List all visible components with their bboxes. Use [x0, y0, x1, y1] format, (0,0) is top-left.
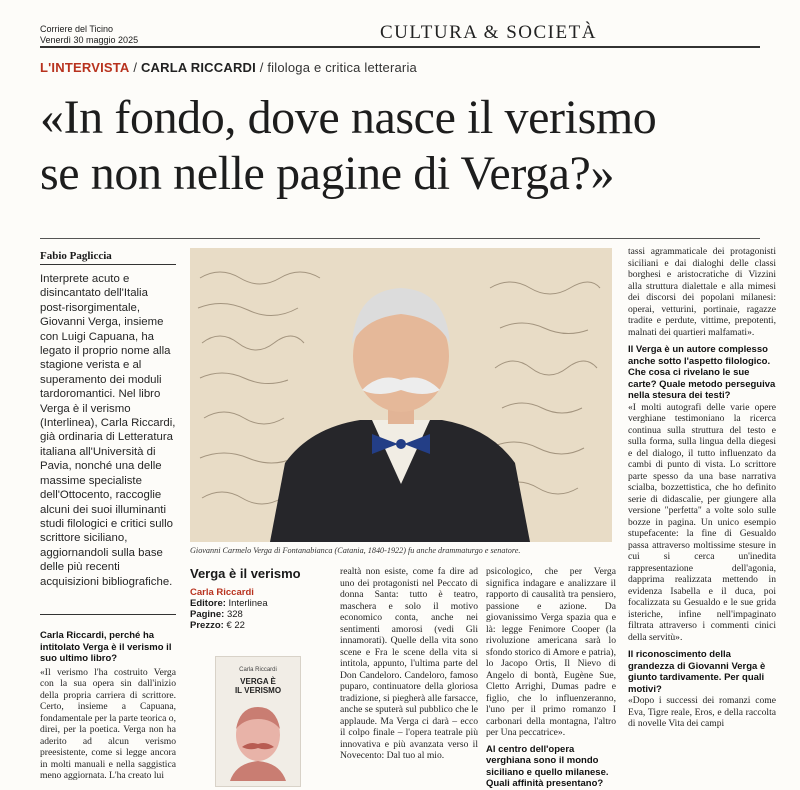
- cover-portrait-icon: [216, 699, 300, 781]
- masthead: [40, 24, 138, 46]
- verga-portrait-photo: [190, 248, 612, 542]
- photo-caption: Giovanni Carmelo Verga di Fontanabianca (Catania, 1840-1922) fu anche drammaturgo e senatore.: [190, 546, 521, 555]
- kicker-separator: /: [129, 60, 141, 75]
- book-box-title: Verga è il verismo: [190, 566, 301, 581]
- column-4-text-2: «I molti autografi delle varie opere verghiane testimoniano la ricerca continua sulla struttura del testo e sulla forma, sulla lingua della diegesi e del dialogo, il tutto influenzato da cambi di punto di vista. Lo scrittore parte spesso da una base narrativa scialba, bozzettistica, che ho definito serie di didascalie, per giungere alla versione "perfetta" a volte solo sulle bozze in pagina. Un unico esempio stupefacente: la fine di Gesualdo passa attraverso moltissime stesure in cui si cerca un'inedita rappresentazione dell'agonia, dapprima realizzata mettendo in evidenza Isabella e il duca, poi focalizzata su Gesualdo e le sue grida isteriche, infine nell'impaginato filtrata attraverso i commenti cinici della servitù».: [628, 401, 776, 643]
- book-price: Prezzo: € 22: [190, 620, 245, 631]
- lead-paragraph: Interprete acuto e disincantato dell'Italia post-risorgimentale, Giovanni Verga, insieme con Luigi Capuana, ha legato il proprio nome alla stagione verista e al superamento dei moduli tardoromantici. Nel libro Verga è il verismo (Interlinea), Carla Riccardi, già ordinaria di Letteratura italiana all'Università di Pavia, nonché una delle massime specialiste dell'Ottocento, raccoglie alcuni dei suoi illuminanti studi filologici e critici sullo scrittore siciliano, aggiornandoli sulla base delle più recenti acquisizioni bibliografiche.: [40, 273, 176, 588]
- interview-question: Il Verga è un autore complesso anche sotto l'aspetto filologico. Che cosa ci rivelano le sue carte? Quale metodo perseguiva nella stesura dei testi?: [628, 344, 776, 401]
- column-4-text-3: «Dopo i successi dei romanzi come Eva, Tigre reale, Eros, e della raccolta di novelle Vita dei campi: [628, 695, 776, 729]
- headline-line-2: se non nelle pagine di Verga?»: [40, 147, 615, 200]
- paper-name: Corriere del Ticino: [40, 24, 114, 34]
- headline: [40, 90, 770, 202]
- book-publisher: Editore: Interlinea: [190, 598, 268, 609]
- lead-rule: [40, 614, 176, 615]
- column-2-text: realtà non esiste, come fa dire ad uno dei protagonisti nel Peccato di donna Santa: tutto è teatro, maschera e solo il motivo economico conta, anche nei sentimenti amorosi (vedi Gli innamorati). Quelle della vita sono scene e Fra le scene della vita si intitola, appunto, l'ultima parte del Don Candeloro. Candeloro, famoso puparo, continuatore della gloriosa tradizione, si piegherà alle farsacce, anche se sputerà sul pubblico che le applaude. Ma Verga ci darà – ecco il colpo finale – l'opera teatrale più innovativa e più avanzata verso il Novecento: Dal tuo al mio.: [340, 566, 478, 761]
- kicker-name: CARLA RICCARDI: [140, 60, 256, 75]
- column-3: [486, 566, 616, 790]
- section-title: CULTURA & SOCIETÀ: [380, 22, 597, 43]
- interview-question: Al centro dell'opera verghiana sono il mondo siciliano e quello milanese. Quali affinità presentano?: [486, 743, 609, 789]
- interview-question: Carla Riccardi, perché ha intitolato Verga è il verismo il suo ultimo libro?: [40, 630, 172, 664]
- headline-line-1: «In fondo, dove nasce il verismo: [40, 91, 657, 144]
- column-3-text: psicologico, che per Verga significa indagare e analizzare il rapporto di causalità tra pensiero, passione e azione. Da giovanissimo Verga spazia qua e là: legge Fenimore Cooper (la rivoluzione americana sarà lo sfondo storico di Amore e patria), lo Jacopo Ortis, Il Nievo di Angelo di bontà, Eugène Sue, Cletto Arrighi, Dumas padre e figlio, che lo influenzeranno, l'uno per il primo romanzo I carbonari della montagna, l'altro per Una peccatrice».: [486, 566, 616, 738]
- interview-answer: «Il verismo l'ha costruito Verga con la sua opera sin dall'inizio della propria carriera di scrittore. Certo, insieme a Capuana, fondamentale per la parte teorica o, direi, per la poetica. Verga non ha aderito ad alcun verismo preesistente, come si legge ancora in molti manuali e nella saggistica meno aggiornata. L'ha creato lui: [40, 666, 176, 781]
- kicker-label: L'INTERVISTA: [40, 60, 130, 75]
- byline: Fabio Pagliccia: [40, 250, 112, 262]
- kicker-separator: /: [255, 60, 268, 75]
- cover-title: VERGA È IL VERISMO: [234, 677, 282, 695]
- column-2: [340, 566, 478, 762]
- book-cover-image: [215, 656, 301, 787]
- portrait-illustration: [190, 248, 612, 542]
- cover-author: Carla Riccardi: [239, 667, 277, 673]
- issue-date: Venerdì 30 maggio 2025: [40, 35, 139, 45]
- book-author: Carla Riccardi: [190, 587, 254, 598]
- column-4-text-1: tassi agrammaticale dei protagonisti siciliani e dai dialoghi delle classi borghesi e aristocratiche di Vizzini alla struttura dialettale e alla mimesi dei discorsi dei popolani milanesi: operai, vetturini, portinaie, ragazze tradite e perdute, vittime, prepotenti, malnati dei quartieri malfamati».: [628, 246, 776, 338]
- book-pages: Pagine: 328: [190, 609, 243, 620]
- headline-rule: [40, 238, 760, 239]
- kicker: [40, 60, 417, 75]
- column-4: [628, 246, 776, 734]
- kicker-role: filologa e critica letteraria: [267, 60, 417, 75]
- column-1: [40, 630, 176, 782]
- interview-question: Il riconoscimento della grandezza di Giovanni Verga è giunto tardivamente. Per quali motivi?: [628, 649, 766, 695]
- byline-rule: [40, 264, 176, 265]
- top-rule: [40, 46, 760, 48]
